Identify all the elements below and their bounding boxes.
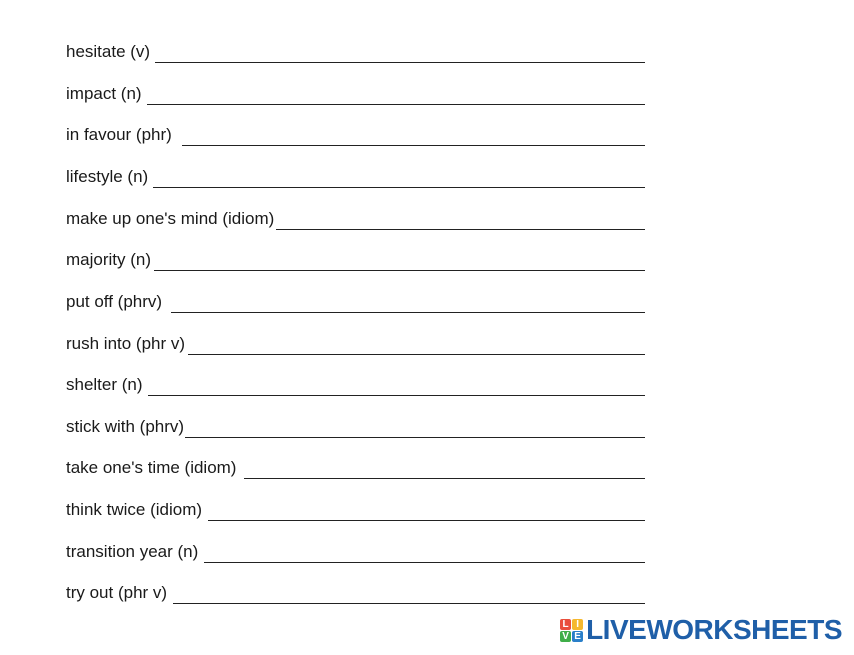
term-label: hesitate (v): [66, 42, 151, 61]
answer-blank[interactable]: [153, 167, 645, 188]
answer-blank[interactable]: [244, 458, 645, 479]
answer-blank[interactable]: [147, 84, 645, 105]
answer-blank[interactable]: [171, 292, 645, 313]
term-label: impact (n): [66, 84, 142, 103]
answer-blank[interactable]: [276, 209, 645, 230]
liveworksheets-logo: [560, 616, 842, 644]
vocab-row-lifestyle: [66, 163, 645, 187]
term-label: think twice (idiom): [66, 500, 203, 519]
answer-blank[interactable]: [208, 500, 645, 521]
term-label: make up one's mind (idiom): [66, 209, 275, 228]
answer-blank[interactable]: [148, 375, 645, 396]
logo-mark-v: V: [560, 631, 571, 642]
term-label: put off (phrv): [66, 292, 163, 311]
vocab-row-rush-into: [66, 330, 645, 354]
term-label: transition year (n): [66, 542, 199, 561]
liveworksheets-mark-icon: [560, 619, 583, 642]
vocab-row-in-favour: [66, 121, 645, 145]
vocab-row-take-ones-time: [66, 454, 645, 478]
vocab-row-stick-with: [66, 413, 645, 437]
logo-mark-i: I: [572, 619, 583, 630]
vocab-row-impact: [66, 80, 645, 104]
answer-blank[interactable]: [185, 417, 645, 438]
logo-mark-e: E: [572, 631, 583, 642]
term-label: try out (phr v): [66, 583, 168, 602]
term-label: stick with (phrv): [66, 417, 185, 436]
vocab-row-hesitate: [66, 38, 645, 62]
vocab-row-put-off: [66, 288, 645, 312]
vocab-row-think-twice: [66, 496, 645, 520]
term-label: rush into (phr v): [66, 334, 186, 353]
answer-blank[interactable]: [154, 250, 645, 271]
term-label: in favour (phr): [66, 125, 172, 144]
answer-blank[interactable]: [182, 125, 645, 146]
answer-blank[interactable]: [155, 42, 645, 63]
answer-blank[interactable]: [173, 583, 645, 604]
answer-blank[interactable]: [188, 334, 645, 355]
vocab-row-majority: [66, 246, 645, 270]
answer-blank[interactable]: [204, 542, 645, 563]
vocab-row-shelter: [66, 371, 645, 395]
term-label: shelter (n): [66, 375, 143, 394]
term-label: take one's time (idiom): [66, 458, 237, 477]
term-label: lifestyle (n): [66, 167, 149, 186]
logo-wordmark: LIVEWORKSHEETS: [586, 614, 842, 645]
vocab-row-make-up-ones-mind: [66, 205, 645, 229]
term-label: majority (n): [66, 250, 152, 269]
logo-mark-l: L: [560, 619, 571, 630]
vocab-row-try-out: [66, 579, 645, 603]
vocab-row-transition-year: [66, 538, 645, 562]
